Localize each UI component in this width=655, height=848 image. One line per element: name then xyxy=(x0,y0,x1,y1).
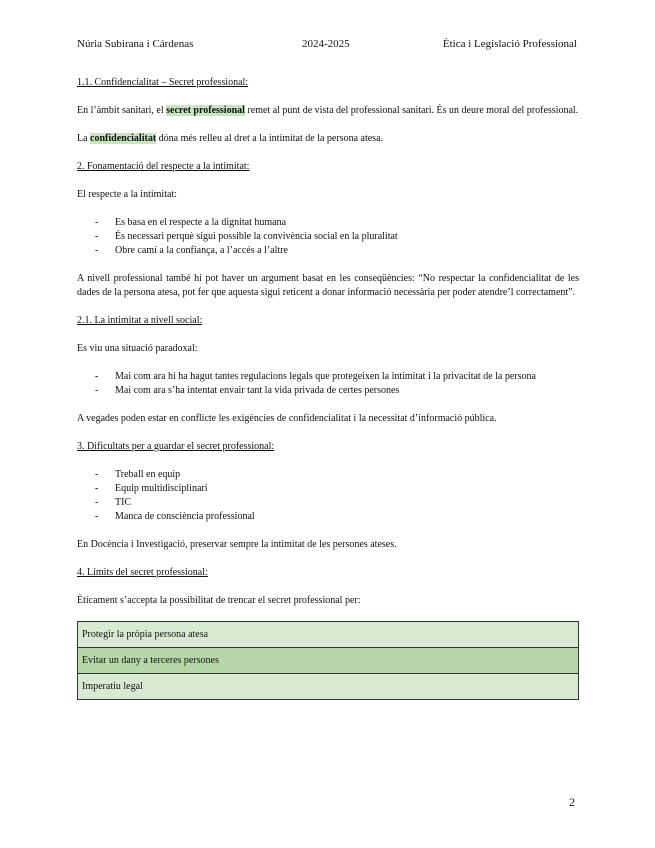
list-item xyxy=(77,482,579,496)
dash-bullet: - xyxy=(95,245,99,256)
header-subject: Ètica i Legislació Professional xyxy=(442,38,577,50)
list-item-text: Mai com ara hi ha hagut tantes regulacions legals que protegeixen la intimitat i la privacitat de la persona xyxy=(115,371,536,382)
dash-bullet: - xyxy=(95,469,99,480)
list-item xyxy=(77,468,579,482)
section-2-1-closing: A vegades poden estar en conflicte les exigències de confidencialitat i la necessitat d’informació pública. xyxy=(77,413,497,424)
list-item-text: És necessari perquè sigui possible la convivència social en la pluralitat xyxy=(115,231,398,242)
list-item xyxy=(77,370,579,384)
table-row xyxy=(78,622,579,648)
table-cell: Protegir la pròpia persona atesa xyxy=(78,622,579,648)
table-row xyxy=(78,648,579,674)
text-fragment: En l’àmbit sanitari, el xyxy=(77,105,167,116)
section-2-intro: El respecte a la intimitat: xyxy=(77,189,177,200)
highlight-confidencialitat: confidencialitat xyxy=(90,133,157,144)
dash-bullet: - xyxy=(95,385,99,396)
section-1-1-heading: 1.1. Confidencialitat – Secret professional: xyxy=(77,77,249,88)
list-item-text: Treball en equip xyxy=(115,469,181,480)
list-item-text: Equip multidisciplinari xyxy=(115,483,208,494)
dash-bullet: - xyxy=(95,217,99,228)
section-2-1-intro: Es viu una situació paradoxal: xyxy=(77,343,198,354)
text-fragment: dóna més relleu al dret a la intimitat de la persona atesa. xyxy=(156,133,384,144)
list-item xyxy=(77,244,579,258)
page-header xyxy=(77,38,577,54)
list-item-text: Manca de consciència professional xyxy=(115,511,255,522)
list-item-text: Es basa en el respecte a la dignitat humana xyxy=(115,217,287,228)
section-3-heading: 3. Dificultats per a guardar el secret professional: xyxy=(77,441,275,452)
limits-table xyxy=(77,621,579,700)
list-item-text: TIC xyxy=(115,497,132,508)
dash-bullet: - xyxy=(95,483,99,494)
section-4-intro: Èticament s’accepta la possibilitat de trencar el secret professional per: xyxy=(77,595,361,606)
table-cell: Evitar un dany a terceres persones xyxy=(78,648,579,674)
section-4-heading: 4. Límits del secret professional: xyxy=(77,567,208,578)
header-author: Núria Subirana i Cárdenas xyxy=(77,38,194,50)
section-2-1-list xyxy=(77,370,579,398)
header-year: 2024-2025 xyxy=(302,38,350,50)
list-item xyxy=(77,510,579,524)
list-item-text: Obre camí a la confiança, a l’accés a l’altre xyxy=(115,245,288,256)
dash-bullet: - xyxy=(95,231,99,242)
list-item xyxy=(77,384,579,398)
section-2-list xyxy=(77,216,579,258)
section-3-list xyxy=(77,468,579,524)
dash-bullet: - xyxy=(95,371,99,382)
list-item-text: Mai com ara s’ha intentat envair tant la vida privada de certes persones xyxy=(115,385,400,396)
list-item xyxy=(77,230,579,244)
dash-bullet: - xyxy=(95,511,99,522)
section-2-closing: A nivell professional també hi pot haver un argument basat en les conseqüències: “No respectar la confidencialitat de les dades de la persona atesa, pot fer que aquesta sigui reticent a donar informació necessària per poder atendre’l correctament”. xyxy=(77,273,579,298)
list-item xyxy=(77,216,579,230)
section-1-1-paragraph-2 xyxy=(77,132,579,146)
highlight-secret-professional: secret professional xyxy=(166,105,245,116)
page-number: 2 xyxy=(569,795,575,809)
text-fragment: remet al punt de vista del professional sanitari. És un deure moral del professional. xyxy=(244,105,579,116)
section-2-heading: 2. Fonamentació del respecte a la intimitat: xyxy=(77,161,250,172)
list-item xyxy=(77,496,579,510)
document-body xyxy=(77,76,579,700)
section-3-closing: En Docència i Investigació, preservar sempre la intimitat de les persones ateses. xyxy=(77,539,397,550)
section-1-1-paragraph-1 xyxy=(77,104,579,118)
section-2-1-heading: 2.1. La intimitat a nivell social: xyxy=(77,315,203,326)
dash-bullet: - xyxy=(95,497,99,508)
table-cell: Imperatiu legal xyxy=(78,674,579,700)
table-row xyxy=(78,674,579,700)
text-fragment: La xyxy=(77,133,91,144)
